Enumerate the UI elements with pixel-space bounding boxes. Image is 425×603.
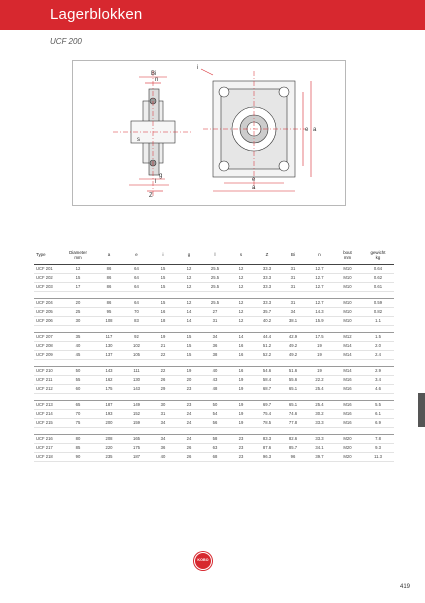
value-cell: 12.7: [306, 299, 333, 308]
value-cell: 33.3: [306, 435, 333, 444]
value-cell: 26: [150, 376, 176, 385]
value-cell: 187: [123, 453, 150, 462]
value-cell: 6.9: [362, 419, 394, 428]
value-cell: 68.7: [254, 385, 280, 394]
label-s: s: [137, 137, 140, 143]
value-cell: 33.3: [254, 299, 280, 308]
value-cell: 60: [61, 385, 95, 394]
value-cell: 27: [202, 308, 228, 317]
value-cell: 33.3: [254, 265, 280, 274]
value-cell: 50: [202, 401, 228, 410]
group-separator: [34, 326, 394, 333]
value-cell: 0.62: [362, 274, 394, 283]
value-cell: 0.82: [362, 308, 394, 317]
value-cell: 175: [95, 385, 123, 394]
value-cell: 56: [202, 419, 228, 428]
value-cell: 7.8: [362, 435, 394, 444]
value-cell: 40: [150, 453, 176, 462]
value-cell: 235: [95, 453, 123, 462]
value-cell: 31: [280, 265, 306, 274]
type-cell: UCF 205: [34, 308, 61, 317]
value-cell: 86: [95, 299, 123, 308]
table-row: [34, 385, 394, 394]
value-cell: 19: [306, 367, 333, 376]
value-cell: 49.2: [280, 342, 306, 351]
brand-logo: [194, 552, 212, 570]
value-cell: 20: [176, 376, 202, 385]
label-n: n: [155, 77, 159, 83]
value-cell: 85.7: [280, 444, 306, 453]
value-cell: 51.6: [280, 367, 306, 376]
table-row: [34, 444, 394, 453]
value-cell: 22: [150, 367, 176, 376]
value-cell: 159: [123, 419, 150, 428]
column-header: Bi: [280, 246, 306, 265]
drawing-svg: [73, 61, 345, 205]
value-cell: 4.6: [362, 385, 394, 394]
value-cell: 162: [95, 376, 123, 385]
type-cell: UCF 203: [34, 283, 61, 292]
value-cell: 64: [123, 274, 150, 283]
value-cell: 36: [150, 444, 176, 453]
value-cell: 16: [228, 342, 254, 351]
value-cell: M14: [333, 367, 362, 376]
value-cell: 193: [95, 410, 123, 419]
column-header: g: [176, 246, 202, 265]
value-cell: 74.6: [280, 410, 306, 419]
value-cell: M10: [333, 265, 362, 274]
value-cell: 40: [61, 342, 95, 351]
value-cell: 24: [176, 419, 202, 428]
value-cell: M10: [333, 308, 362, 317]
value-cell: 64: [123, 283, 150, 292]
value-cell: 149: [123, 401, 150, 410]
value-cell: 33.3: [306, 419, 333, 428]
value-cell: 16: [150, 308, 176, 317]
type-cell: UCF 216: [34, 435, 61, 444]
value-cell: 50: [61, 367, 95, 376]
value-cell: 187: [95, 401, 123, 410]
value-cell: 19: [228, 401, 254, 410]
value-cell: 143: [123, 385, 150, 394]
type-cell: UCF 215: [34, 419, 61, 428]
value-cell: 65: [61, 401, 95, 410]
value-cell: 69.7: [254, 401, 280, 410]
value-cell: 23: [176, 385, 202, 394]
value-cell: 52.2: [254, 351, 280, 360]
value-cell: 82.6: [280, 435, 306, 444]
value-cell: 19: [228, 376, 254, 385]
value-cell: 31: [280, 274, 306, 283]
value-cell: M10: [333, 299, 362, 308]
column-header: n: [306, 246, 333, 265]
value-cell: 105: [123, 351, 150, 360]
value-cell: 108: [95, 317, 123, 326]
value-cell: 23: [176, 401, 202, 410]
table-row: [34, 265, 394, 274]
value-cell: 75: [61, 419, 95, 428]
value-cell: 152: [123, 410, 150, 419]
value-cell: 1.5: [362, 333, 394, 342]
value-cell: 85: [61, 444, 95, 453]
table-row: [34, 283, 394, 292]
value-cell: 16: [228, 367, 254, 376]
type-cell: UCF 201: [34, 265, 61, 274]
value-cell: 63: [202, 444, 228, 453]
value-cell: 86: [95, 274, 123, 283]
value-cell: 200: [95, 419, 123, 428]
type-cell: UCF 207: [34, 333, 61, 342]
value-cell: 14: [228, 333, 254, 342]
value-cell: M20: [333, 453, 362, 462]
value-cell: 15: [150, 274, 176, 283]
value-cell: 12.7: [306, 283, 333, 292]
value-cell: M16: [333, 401, 362, 410]
value-cell: 12: [228, 308, 254, 317]
type-cell: UCF 209: [34, 351, 61, 360]
table-header-row: [34, 246, 394, 265]
value-cell: 20: [61, 299, 95, 308]
group-separator: [34, 292, 394, 299]
value-cell: 130: [95, 342, 123, 351]
value-cell: 17.5: [306, 333, 333, 342]
value-cell: 15.9: [306, 317, 333, 326]
value-cell: 31: [202, 317, 228, 326]
value-cell: 24: [176, 410, 202, 419]
value-cell: 33.3: [254, 274, 280, 283]
table-row: [34, 435, 394, 444]
value-cell: 78.5: [254, 419, 280, 428]
value-cell: 95: [95, 308, 123, 317]
value-cell: 143: [95, 367, 123, 376]
value-cell: 12: [228, 283, 254, 292]
type-cell: UCF 206: [34, 317, 61, 326]
value-cell: 25.4: [306, 401, 333, 410]
value-cell: 15: [176, 351, 202, 360]
value-cell: 65.1: [280, 401, 306, 410]
value-cell: 68: [202, 453, 228, 462]
page-title: Lagerblokken: [50, 6, 143, 23]
value-cell: 58: [202, 435, 228, 444]
value-cell: M16: [333, 419, 362, 428]
type-cell: UCF 211: [34, 376, 61, 385]
value-cell: 21: [150, 342, 176, 351]
value-cell: 5.5: [362, 401, 394, 410]
value-cell: 12: [176, 265, 202, 274]
value-cell: 26: [176, 453, 202, 462]
value-cell: 12.7: [306, 265, 333, 274]
header-bar: [0, 0, 425, 30]
value-cell: 54: [202, 410, 228, 419]
table-row: [34, 453, 394, 462]
table-row: [34, 367, 394, 376]
value-cell: 77.8: [280, 419, 306, 428]
label-z: Z: [149, 193, 153, 199]
value-cell: 96.3: [254, 453, 280, 462]
value-cell: 49.2: [280, 351, 306, 360]
value-cell: 39.7: [306, 453, 333, 462]
value-cell: 12: [228, 265, 254, 274]
value-cell: 14: [176, 308, 202, 317]
value-cell: 0.61: [362, 283, 394, 292]
value-cell: 3.4: [362, 376, 394, 385]
label-a-side: a: [313, 127, 317, 133]
table-row: [34, 376, 394, 385]
value-cell: 44.4: [254, 333, 280, 342]
value-cell: 54.6: [254, 367, 280, 376]
value-cell: 11.3: [362, 453, 394, 462]
value-cell: 34: [202, 333, 228, 342]
value-cell: 16: [228, 351, 254, 360]
value-cell: 70: [123, 308, 150, 317]
value-cell: 15: [150, 283, 176, 292]
type-cell: UCF 210: [34, 367, 61, 376]
value-cell: 64: [123, 265, 150, 274]
value-cell: 31: [280, 299, 306, 308]
value-cell: M16: [333, 376, 362, 385]
label-l: l: [155, 179, 157, 185]
value-cell: 31: [150, 410, 176, 419]
column-header: a: [95, 246, 123, 265]
value-cell: 86: [95, 265, 123, 274]
value-cell: 130: [123, 376, 150, 385]
value-cell: 31: [280, 283, 306, 292]
table-row: [34, 419, 394, 428]
value-cell: 40.2: [254, 317, 280, 326]
value-cell: 26: [176, 444, 202, 453]
value-cell: 9.3: [362, 444, 394, 453]
value-cell: 86: [95, 283, 123, 292]
value-cell: M14: [333, 342, 362, 351]
page-number: 419: [400, 584, 411, 590]
column-header: Diameter mm: [61, 246, 95, 265]
value-cell: 48: [202, 385, 228, 394]
side-view: [113, 71, 193, 199]
value-cell: 92: [123, 333, 150, 342]
column-header: Type: [34, 246, 61, 265]
group-separator: [34, 394, 394, 401]
value-cell: 58.4: [254, 376, 280, 385]
brand-logo-text: KOBO: [197, 558, 209, 562]
type-cell: UCF 217: [34, 444, 61, 453]
value-cell: 83.3: [254, 435, 280, 444]
value-cell: 43: [202, 376, 228, 385]
value-cell: 55: [61, 376, 95, 385]
value-cell: 38: [202, 351, 228, 360]
value-cell: M20: [333, 435, 362, 444]
value-cell: 30.2: [306, 410, 333, 419]
table-row: [34, 299, 394, 308]
label-e-bottom: e: [252, 177, 256, 183]
value-cell: 111: [123, 367, 150, 376]
value-cell: 19: [228, 419, 254, 428]
type-cell: UCF 212: [34, 385, 61, 394]
value-cell: 208: [95, 435, 123, 444]
column-header: e: [123, 246, 150, 265]
value-cell: M10: [333, 317, 362, 326]
value-cell: 35.7: [254, 308, 280, 317]
value-cell: 24: [176, 435, 202, 444]
column-header: s: [228, 246, 254, 265]
label-e-side: e: [305, 127, 309, 133]
value-cell: 17: [61, 283, 95, 292]
label-a-bottom: a: [252, 185, 256, 191]
value-cell: 70: [61, 410, 95, 419]
value-cell: 34: [280, 308, 306, 317]
technical-drawing: [72, 60, 346, 206]
value-cell: 22.2: [306, 376, 333, 385]
value-cell: 23: [228, 444, 254, 453]
label-i: i: [197, 65, 199, 71]
value-cell: M20: [333, 444, 362, 453]
table-row: [34, 351, 394, 360]
value-cell: 30: [61, 317, 95, 326]
value-cell: 12: [176, 299, 202, 308]
value-cell: 25.5: [202, 283, 228, 292]
value-cell: 12: [176, 274, 202, 283]
type-cell: UCF 218: [34, 453, 61, 462]
value-cell: 12: [228, 274, 254, 283]
value-cell: 34.1: [306, 444, 333, 453]
value-cell: 2.0: [362, 342, 394, 351]
table-row: [34, 333, 394, 342]
value-cell: 0.64: [362, 265, 394, 274]
value-cell: 40: [202, 367, 228, 376]
value-cell: 75.4: [254, 410, 280, 419]
value-cell: 0.59: [362, 299, 394, 308]
value-cell: 90: [61, 453, 95, 462]
value-cell: 220: [95, 444, 123, 453]
value-cell: 51.2: [254, 342, 280, 351]
value-cell: 36: [202, 342, 228, 351]
value-cell: 96: [280, 453, 306, 462]
value-cell: 19: [228, 410, 254, 419]
value-cell: 19: [306, 351, 333, 360]
front-view: [197, 65, 317, 191]
value-cell: 19: [176, 367, 202, 376]
value-cell: 19: [228, 385, 254, 394]
value-cell: 25.4: [306, 385, 333, 394]
type-cell: UCF 213: [34, 401, 61, 410]
value-cell: 12: [228, 317, 254, 326]
value-cell: 34: [150, 435, 176, 444]
value-cell: 102: [123, 342, 150, 351]
page-subtitle: UCF 200: [50, 37, 82, 46]
value-cell: 165: [123, 435, 150, 444]
value-cell: 12.7: [306, 274, 333, 283]
table-row: [34, 308, 394, 317]
value-cell: 14.3: [306, 308, 333, 317]
value-cell: 35: [61, 333, 95, 342]
value-cell: 22: [150, 351, 176, 360]
type-cell: UCF 208: [34, 342, 61, 351]
value-cell: 42.9: [280, 333, 306, 342]
value-cell: 23: [228, 453, 254, 462]
value-cell: 15: [61, 274, 95, 283]
value-cell: 30: [150, 401, 176, 410]
column-header: bout mm: [333, 246, 362, 265]
value-cell: 15: [176, 333, 202, 342]
value-cell: 15: [176, 342, 202, 351]
value-cell: 55.6: [280, 376, 306, 385]
value-cell: M16: [333, 410, 362, 419]
label-g: g: [159, 173, 163, 179]
value-cell: 23: [228, 435, 254, 444]
table-body: [34, 265, 394, 462]
value-cell: 2.9: [362, 367, 394, 376]
column-header: i: [150, 246, 176, 265]
value-cell: 64: [123, 299, 150, 308]
value-cell: 25.5: [202, 299, 228, 308]
value-cell: 14: [176, 317, 202, 326]
value-cell: 12: [61, 265, 95, 274]
value-cell: M14: [333, 351, 362, 360]
type-cell: UCF 204: [34, 299, 61, 308]
label-bi: Bi: [151, 71, 157, 77]
section-side-tab: [418, 393, 425, 427]
value-cell: 34: [150, 419, 176, 428]
value-cell: 80: [61, 435, 95, 444]
group-separator: [34, 428, 394, 435]
value-cell: M12: [333, 333, 362, 342]
value-cell: 83: [123, 317, 150, 326]
value-cell: 38.1: [280, 317, 306, 326]
value-cell: 19: [306, 342, 333, 351]
value-cell: M16: [333, 385, 362, 394]
value-cell: 175: [123, 444, 150, 453]
value-cell: 2.4: [362, 351, 394, 360]
value-cell: 15: [150, 265, 176, 274]
value-cell: 25.5: [202, 265, 228, 274]
column-header: gewicht kg: [362, 246, 394, 265]
value-cell: 137: [95, 351, 123, 360]
table-row: [34, 342, 394, 351]
column-header: l: [202, 246, 228, 265]
value-cell: 45: [61, 351, 95, 360]
value-cell: 29: [150, 385, 176, 394]
table-row: [34, 317, 394, 326]
value-cell: M10: [333, 283, 362, 292]
group-separator: [34, 360, 394, 367]
value-cell: 25: [61, 308, 95, 317]
table-row: [34, 410, 394, 419]
value-cell: 117: [95, 333, 123, 342]
value-cell: 6.1: [362, 410, 394, 419]
value-cell: 33.3: [254, 283, 280, 292]
value-cell: 65.1: [280, 385, 306, 394]
spec-table: [34, 246, 394, 462]
table-row: [34, 401, 394, 410]
value-cell: 12: [228, 299, 254, 308]
type-cell: UCF 202: [34, 274, 61, 283]
column-header: Z: [254, 246, 280, 265]
value-cell: 15: [150, 299, 176, 308]
value-cell: 19: [150, 333, 176, 342]
table-row: [34, 274, 394, 283]
type-cell: UCF 214: [34, 410, 61, 419]
value-cell: 1.1: [362, 317, 394, 326]
value-cell: 18: [150, 317, 176, 326]
value-cell: 87.6: [254, 444, 280, 453]
value-cell: 25.5: [202, 274, 228, 283]
value-cell: 12: [176, 283, 202, 292]
value-cell: M10: [333, 274, 362, 283]
